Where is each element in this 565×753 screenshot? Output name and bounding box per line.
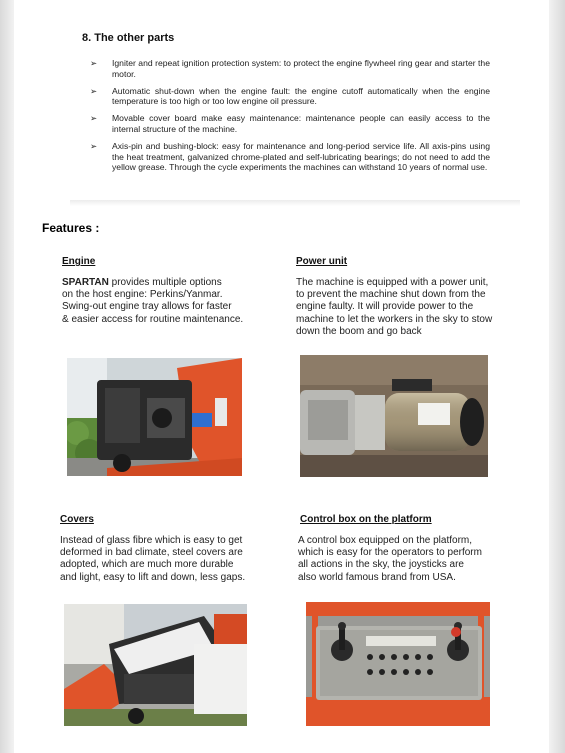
control-box-title: Control box on the platform	[300, 514, 432, 525]
list-item-text: Igniter and repeat ignition protection system: to protect the engine flywheel ring gear and starter the motor.	[112, 58, 490, 79]
text-line: A control box equipped on the platform,	[298, 535, 473, 546]
brand-name: SPARTAN	[62, 277, 109, 288]
list-item	[90, 58, 490, 79]
arrow-bullet-icon: ➢	[90, 85, 98, 96]
covers-description	[60, 535, 290, 584]
covers-photo	[64, 604, 247, 726]
page-edge-right	[549, 0, 565, 753]
arrow-bullet-icon: ➢	[90, 58, 98, 68]
list-item	[90, 113, 490, 134]
engine-description	[62, 277, 287, 326]
list-item	[90, 141, 490, 173]
section-divider	[70, 200, 520, 206]
text-line: down the boom and go back	[296, 325, 422, 337]
text-line: also world famous brand from USA.	[298, 571, 456, 583]
covers-title: Covers	[60, 514, 94, 525]
arrow-bullet-icon: ➢	[90, 141, 98, 152]
list-item-text: Automatic shut-down when the engine fault: the engine cutoff automatically when the engine temperature is too high or too low engine oil pressure.	[112, 85, 490, 107]
arrow-bullet-icon: ➢	[90, 113, 98, 124]
power-unit-title: Power unit	[296, 256, 348, 267]
text-line: & easier access for routine maintenance.	[62, 313, 244, 325]
list-item	[90, 86, 490, 107]
list-item-text: Axis-pin and bushing-block: easy for maintenance and long-period service life. All axis-pins using the heat treatment, galvanized chrome-plated and self-lubricating bearings; do not need to add the yellow grease. Through the cycle experiments the machines can withstand 10 years of normal use.	[112, 141, 490, 173]
other-parts-list	[90, 58, 490, 179]
text-line: provides multiple options	[108, 277, 222, 288]
power-unit-photo	[300, 355, 488, 477]
control-box-description	[298, 535, 538, 584]
page-edge-left	[0, 0, 14, 753]
text-line: adopted, which are much more durable	[60, 559, 234, 571]
text-line: which is easy for the operators to perform	[298, 547, 482, 559]
engine-title: Engine	[62, 256, 96, 267]
text-line: to prevent the machine shut down from the	[296, 289, 486, 301]
list-item-text: Movable cover board make easy maintenance: maintenance people can easily access to the internal structure of the machine.	[112, 113, 490, 134]
power-unit-description	[296, 277, 536, 338]
text-line: all actions in the sky, the joysticks are	[298, 559, 464, 571]
section-heading: 8. The other parts	[82, 32, 175, 44]
text-line: and light, easy to lift and down, less gaps.	[60, 571, 246, 583]
text-line: The machine is equipped with a power unit,	[296, 277, 489, 288]
text-line: Swing-out engine tray allows for faster	[62, 301, 232, 313]
text-line: engine faulty. It will provide power to the	[296, 301, 474, 313]
text-line: deformed in bad climate, steel covers are	[60, 547, 243, 559]
text-line: Instead of glass fibre which is easy to get	[60, 535, 243, 546]
engine-photo	[67, 358, 242, 476]
features-title: Features :	[42, 221, 100, 235]
text-line: machine to let the workers in the sky to stow	[296, 313, 493, 325]
text-line: on the host engine: Perkins/Yanmar.	[62, 289, 223, 301]
control-box-photo	[306, 602, 490, 726]
